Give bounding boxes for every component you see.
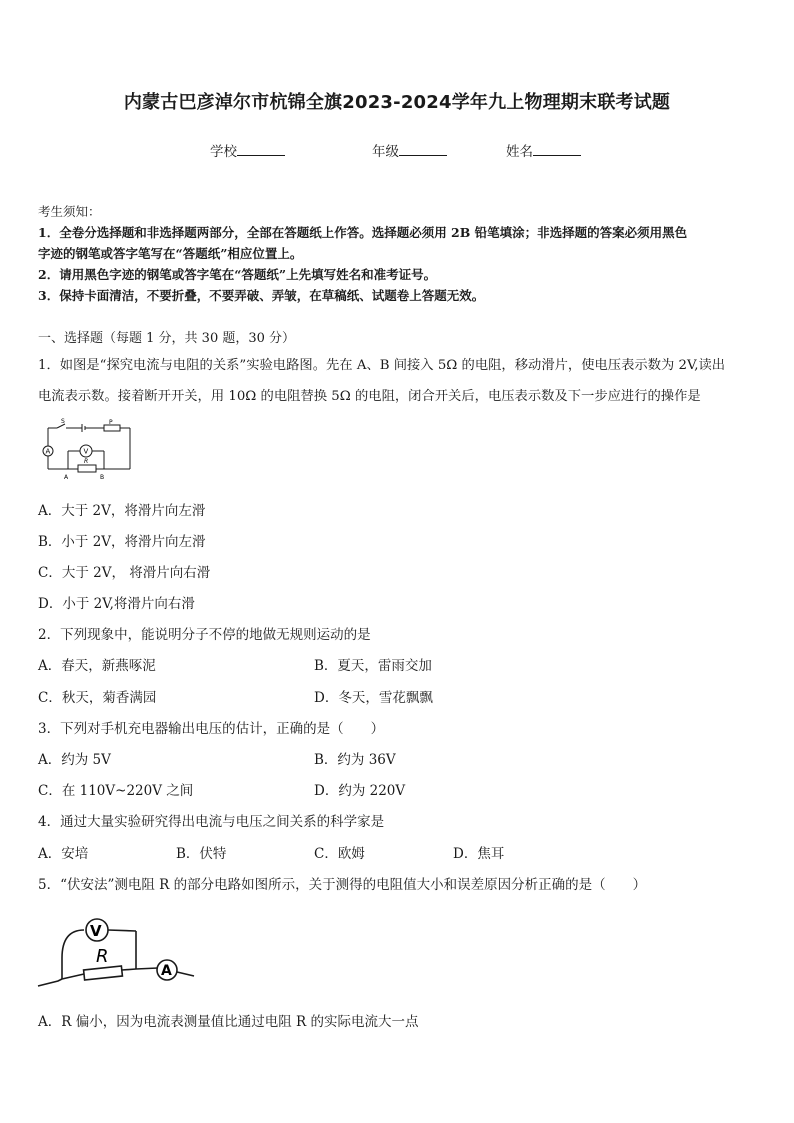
q3-option-c[interactable]: C．在 110V~220V 之间 xyxy=(38,783,194,799)
q5-fig-resistor-label: R xyxy=(96,946,109,967)
q2-option-c[interactable]: C．秋天，菊香满园 xyxy=(38,690,157,706)
q3-option-b[interactable]: B．约为 36V xyxy=(314,752,396,768)
q4-option-d[interactable]: D．焦耳 xyxy=(453,846,505,862)
school-field[interactable] xyxy=(210,140,285,160)
q1-fig-ammeter-label: A xyxy=(45,447,51,456)
name-blank[interactable] xyxy=(533,141,581,156)
q5-stem: 5．“伏安法”测电阻 R 的部分电路如图所示，关于测得的电阻值大小和误差原因分析正确的是（ ） xyxy=(38,877,647,893)
notice-item-2: 2．请用黑色字迹的钢笔或答字笔在“答题纸”上先填写姓名和准考证号。 xyxy=(38,267,437,282)
q1-fig-resistor-label: R xyxy=(84,458,89,465)
name-label: 姓名 xyxy=(506,144,533,160)
q4-stem: 4．通过大量实验研究得出电流与电压之间关系的科学家是 xyxy=(38,814,385,830)
name-field[interactable] xyxy=(506,140,581,160)
q2-option-a[interactable]: A．春天，新燕啄泥 xyxy=(38,658,156,674)
q3-stem: 3．下列对手机充电器输出电压的估计，正确的是（ ） xyxy=(38,721,385,737)
q2-option-b[interactable]: B．夏天，雷雨交加 xyxy=(314,658,432,674)
q1-fig-point-b: B xyxy=(100,474,105,481)
q1-circuit-figure xyxy=(38,418,138,482)
q1-option-c[interactable]: C．大于 2V， 将滑片向右滑 xyxy=(38,565,211,581)
q2-stem: 2．下列现象中，能说明分子不停的地做无规则运动的是 xyxy=(38,627,371,643)
grade-field[interactable] xyxy=(372,140,447,160)
school-label: 学校 xyxy=(210,144,237,160)
q1-option-a[interactable]: A．大于 2V，将滑片向左滑 xyxy=(38,503,206,519)
notice-item-1-cont: 字迹的钢笔或答字笔写在“答题纸”相应位置上。 xyxy=(38,246,303,261)
notice-item-1: 1．全卷分选择题和非选择题两部分，全部在答题纸上作答。选择题必须用 2B 铅笔填涂；非选择题的答案必须用黑色 xyxy=(38,225,688,240)
q1-fig-switch-label: S xyxy=(61,418,65,425)
q4-option-a[interactable]: A．安培 xyxy=(38,846,89,862)
q5-fig-voltmeter-label: V xyxy=(90,922,102,940)
q1-fig-point-a: A xyxy=(64,474,69,481)
q4-option-c[interactable]: C．欧姆 xyxy=(314,846,365,862)
q3-option-d[interactable]: D．约为 220V xyxy=(314,783,406,799)
q5-circuit-figure xyxy=(36,910,196,992)
q1-stem-line2: 电流表示数。接着断开开关，用 10Ω 的电阻替换 5Ω 的电阻，闭合开关后，电压表示数及下一步应进行的操作是 xyxy=(38,389,701,404)
q5-option-a[interactable]: A．R 偏小，因为电流表测量值比通过电阻 R 的实际电流大一点 xyxy=(38,1014,419,1030)
q1-stem-line1: 1．如图是“探究电流与电阻的关系”实验电路图。先在 A、B 间接入 5Ω 的电阻，移动滑片，使电压表示数为 2V,读出 xyxy=(38,358,726,373)
q4-option-b[interactable]: B．伏特 xyxy=(176,846,227,862)
grade-label: 年级 xyxy=(372,144,399,160)
page-title: 内蒙古巴彦淖尔市杭锦全旗2023-2024学年九上物理期末联考试题 xyxy=(123,92,671,113)
q2-option-d[interactable]: D．冬天，雪花飘飘 xyxy=(314,690,433,706)
q5-fig-ammeter-label: A xyxy=(161,963,172,979)
q3-option-a[interactable]: A．约为 5V xyxy=(38,752,111,768)
q1-fig-voltmeter-label: V xyxy=(83,447,89,456)
section-heading: 一、选择题（每题 1 分，共 30 题，30 分） xyxy=(38,331,296,346)
notice-heading: 考生须知： xyxy=(38,204,101,219)
school-blank[interactable] xyxy=(237,141,285,156)
q1-fig-slider-label: P xyxy=(109,419,113,426)
notice-item-3: 3．保持卡面清洁，不要折叠，不要弄破、弄皱，在草稿纸、试题卷上答题无效。 xyxy=(38,288,485,303)
q1-option-d[interactable]: D．小于 2V,将滑片向右滑 xyxy=(38,596,195,612)
q1-option-b[interactable]: B．小于 2V，将滑片向左滑 xyxy=(38,534,206,550)
grade-blank[interactable] xyxy=(399,141,447,156)
